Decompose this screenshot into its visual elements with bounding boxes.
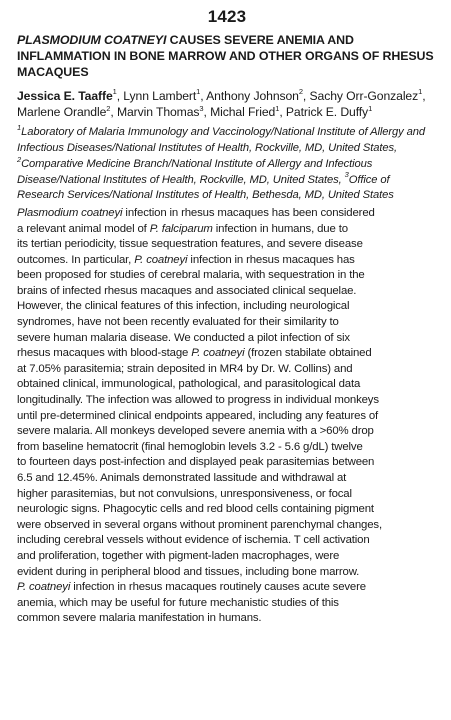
- abstract-title: [17, 32, 437, 80]
- body-line: [17, 518, 437, 534]
- body-line: [17, 487, 437, 503]
- author-affiliation-mark: 1: [368, 103, 373, 113]
- body-line: [17, 424, 437, 440]
- body-text-run: brains of infected rhesus macaques and associated clinical sequelae.: [17, 284, 357, 297]
- body-line: [17, 346, 437, 362]
- body-text-run: anemia, which may be useful for future mechanistic studies of this: [17, 596, 339, 609]
- body-line: [17, 284, 437, 300]
- species-name: P. coatneyi: [134, 253, 188, 266]
- body-text-run: infection in humans, due to: [212, 222, 348, 235]
- body-text-run: higher parasitemias, but not convulsions, unresponsiveness, or focal: [17, 487, 352, 500]
- body-text-run: infection in rhesus macaques has been considered: [122, 206, 375, 219]
- abstract-number: 1423: [207, 7, 247, 26]
- author-affiliation-mark: 2: [298, 87, 303, 97]
- species-name: P. coatneyi: [191, 347, 245, 360]
- body-line: [17, 596, 437, 612]
- body-text-run: evident during in peripheral blood and tissues, including bone marrow.: [17, 565, 360, 578]
- author-affiliation-mark: 1: [418, 87, 423, 97]
- affiliation-text: Comparative Medicine Branch/National Institute of Allergy and Infectious Disease/National Institutes of Health, Rockville, MD, United States,: [17, 157, 373, 186]
- body-line: [17, 565, 437, 581]
- affiliations: [17, 125, 437, 204]
- author-name: Patrick E. Duffy: [285, 105, 369, 120]
- body-text-run: rhesus macaques with blood-stage: [17, 347, 192, 360]
- body-text-run: outcomes. In particular,: [17, 253, 135, 266]
- body-line: [17, 362, 437, 378]
- body-line: [17, 331, 437, 347]
- body-text-run: longitudinally. The infection was allowed to progress in individual monkeys: [17, 394, 379, 407]
- body-line: [17, 268, 437, 284]
- author-name: Anthony Johnson: [206, 89, 299, 103]
- body-text-run: common severe malaria manifestation in humans.: [17, 612, 262, 625]
- body-line: [17, 377, 437, 393]
- body-line: [17, 299, 437, 315]
- affiliation-mark: 2: [17, 154, 22, 164]
- body-line: [17, 253, 437, 269]
- author-name: Marvin Thomas: [116, 105, 200, 120]
- body-text-run: to fourteen days post-infection and displayed peak parasitemias between: [17, 456, 375, 469]
- co-authors: , Lynn Lambert$^1$, Anthony Johnson$^2$, Sachy Orr-Gonzalez$^1$, Marlene Orandle$^2$, Marvin Thomas$^3$, Michal Fried$^1$, Patrick E. Duffy$^1$: [17, 87, 426, 120]
- body-line: [17, 611, 437, 627]
- title-rest: CAUSES SEVERE ANEMIA AND INFLAMMATION IN BONE MARROW AND OTHER ORGANS OF RHESUS MACAQUES: [17, 33, 434, 79]
- body-line: [17, 409, 437, 425]
- body-line: [17, 222, 437, 238]
- body-line: [17, 455, 437, 471]
- lead-author: Jessica E. Taaffe: [17, 89, 113, 103]
- affiliation-text: Laboratory of Malaria Immunology and Vaccinology/National Institute of Allergy and Infectious Diseases/National Institutes of Health, Rockville, MD, United States,: [17, 126, 425, 155]
- body-text-run: a relevant animal model of: [17, 222, 150, 235]
- body-line: [17, 549, 437, 565]
- affiliation-mark: 3: [344, 170, 349, 180]
- author-affiliation-mark: 2: [106, 103, 111, 113]
- author-affiliation-mark: 1: [196, 87, 201, 97]
- author-affiliation-mark: 3: [199, 103, 204, 113]
- body-text-run: severe malaria. All monkeys developed severe anemia with a >60% drop: [17, 425, 374, 438]
- body-text-run: (frozen stabilate obtained: [244, 347, 372, 360]
- body-text-run: were observed in several organs without prominent parenchymal changes,: [17, 518, 382, 531]
- body-text-run: obtained clinical, immunological, pathological, and parasitological data: [17, 378, 361, 391]
- body-line: [17, 206, 437, 222]
- body-line: [17, 580, 437, 596]
- body-text-run: been proposed for studies of cerebral malaria, with sequestration in the: [17, 269, 365, 282]
- body-line: [17, 237, 437, 253]
- body-text-run: syndromes, have not been recently evaluated for their similarity to: [17, 316, 339, 329]
- author-name: Marlene Orandle: [17, 105, 107, 120]
- body-text-run: infection in rhesus macaques routinely causes acute severe: [70, 581, 366, 594]
- body-line: [17, 533, 437, 549]
- body-line: [17, 440, 437, 456]
- body-text-run: including cerebral vessels without evidence of ischemia. T cell activation: [17, 534, 370, 547]
- lead-author-affiliation: 1: [112, 87, 117, 97]
- body-line: [17, 315, 437, 331]
- body-line: [17, 471, 437, 487]
- species-name: Plasmodium coatneyi: [17, 206, 123, 219]
- title-species: PLASMODIUM COATNEYI: [17, 33, 167, 47]
- species-name: P. falciparum: [149, 222, 213, 235]
- body-line: [17, 502, 437, 518]
- body-text-run: and proliferation, together with pigment-laden macrophages, were: [17, 549, 340, 562]
- body-text-run: until pre-determined clinical endpoints appeared, including any features of: [17, 409, 379, 422]
- body-text-run: severe human malaria disease. We conducted a pilot infection of six: [17, 331, 350, 344]
- body-text-run: However, the clinical features of this infection, including neurological: [17, 300, 350, 313]
- author-list: [17, 88, 437, 120]
- author-affiliation-mark: 1: [275, 103, 280, 113]
- body-text-run: neurologic signs. Phagocytic cells and red blood cells containing pigment: [17, 503, 374, 516]
- body-text-run: infection in rhesus macaques has: [187, 253, 355, 266]
- author-name: Sachy Orr-Gonzalez: [309, 89, 419, 103]
- body-text-run: its tertian periodicity, tissue sequestration features, and severe disease: [17, 238, 363, 251]
- author-name: Lynn Lambert: [123, 89, 197, 103]
- affiliation-mark: 1: [17, 123, 22, 133]
- affiliation-text: Office of Research Services/National Institutes of Health, Bethesda, MD, United States: [17, 173, 394, 202]
- abstract-body: [17, 206, 437, 627]
- author-name: Michal Fried: [210, 105, 276, 120]
- body-text-run: 6.5 and 12.45%. Animals demonstrated lassitude and withdrawal at: [17, 472, 347, 485]
- species-name: P. coatneyi: [17, 581, 71, 594]
- body-line: [17, 393, 437, 409]
- body-text-run: at 7.05% parasitemia; strain deposited in MR4 by Dr. W. Collins) and: [17, 362, 353, 375]
- body-text-run: from baseline hematocrit (final hemoglobin levels 3.2 - 5.6 g/dL) twelve: [17, 440, 363, 453]
